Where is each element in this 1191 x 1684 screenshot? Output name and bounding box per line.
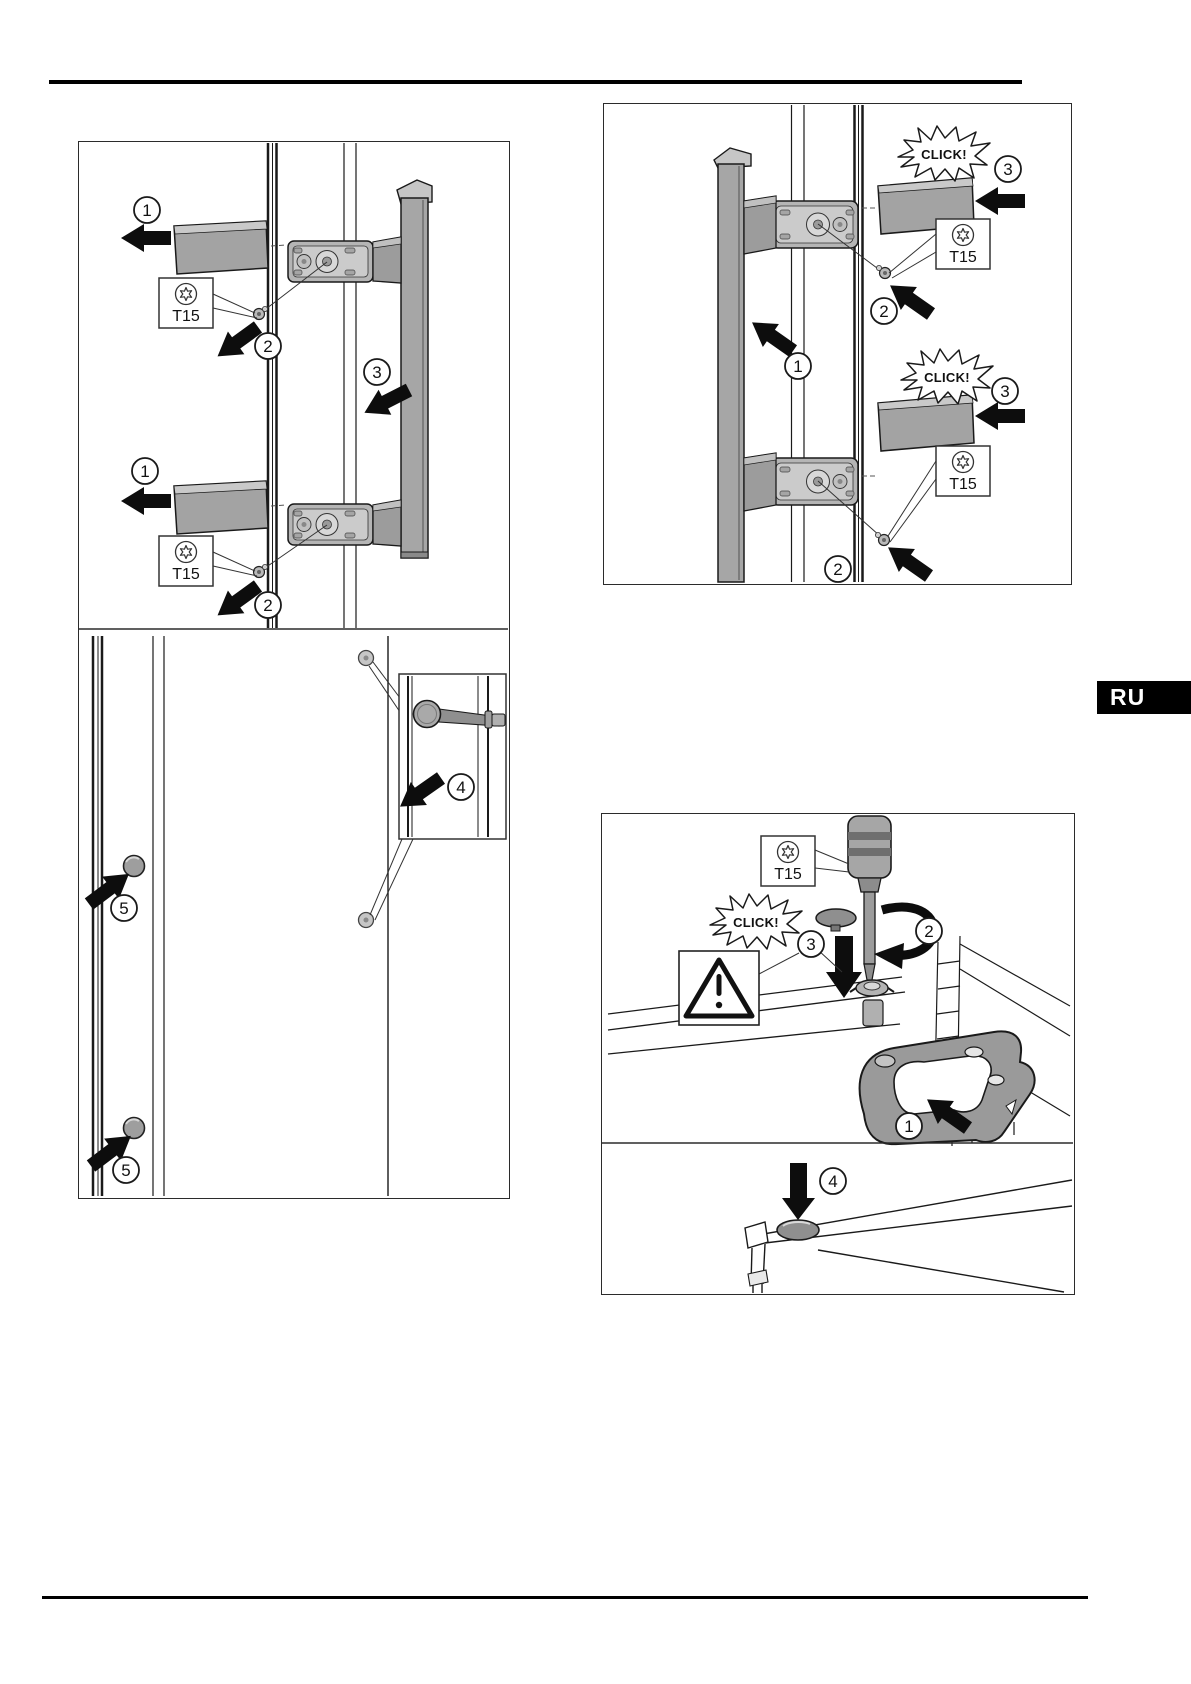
warning-leader-lines xyxy=(759,950,842,974)
warning-exclamation-bar xyxy=(717,974,722,996)
step-badge-2-lower xyxy=(825,556,851,582)
arrow-step3-upper xyxy=(975,187,1025,215)
handle-mount-plate-upper xyxy=(288,241,373,282)
detail-inset xyxy=(392,674,506,839)
step-badge-1 xyxy=(785,353,811,379)
language-tab-ru xyxy=(1097,681,1191,714)
hinge-bracket xyxy=(860,1031,1035,1144)
click-burst-upper xyxy=(898,126,990,181)
handle-mount-plate-lower xyxy=(771,458,876,505)
click-text: CLICK! xyxy=(733,915,779,930)
t15-label-lower xyxy=(936,446,990,496)
step-badge-3 xyxy=(364,359,390,385)
svg-text:4: 4 xyxy=(828,1172,838,1191)
handle-cover-plate-lower xyxy=(878,395,974,451)
hinge-cover-cap xyxy=(816,909,856,931)
arrow-step1-upper xyxy=(121,224,171,252)
warning-exclamation-dot xyxy=(716,1002,722,1008)
figure-handle-attachment xyxy=(603,103,1072,585)
handle-removal-illustration xyxy=(79,142,508,1197)
svg-text:3: 3 xyxy=(1000,382,1010,401)
svg-text:2: 2 xyxy=(879,302,889,321)
t15-label xyxy=(761,836,815,886)
door-handle xyxy=(714,148,776,582)
screw-hole-lower xyxy=(359,913,374,928)
svg-text:5: 5 xyxy=(119,899,129,918)
t15-text: T15 xyxy=(949,249,977,266)
language-tab-label: RU xyxy=(1110,684,1146,710)
t15-text: T15 xyxy=(172,308,200,325)
click-text: CLICK! xyxy=(924,370,970,385)
t15-label-upper xyxy=(936,219,990,269)
step-badge-3 xyxy=(798,931,824,957)
t15-label-upper xyxy=(159,278,213,328)
figure-handle-removal xyxy=(78,141,510,1199)
t15-text: T15 xyxy=(949,476,977,493)
click-burst-lower xyxy=(901,349,993,404)
handle-mount-plate-lower xyxy=(288,504,373,545)
svg-text:1: 1 xyxy=(140,462,150,481)
door-edge-lines-lower xyxy=(93,636,388,1196)
svg-text:2: 2 xyxy=(833,560,843,579)
torx-screw-upper xyxy=(876,265,890,278)
step-badge-2-upper xyxy=(871,298,897,324)
step-badge-1-upper xyxy=(134,197,160,223)
step-badge-3-lower xyxy=(992,378,1018,404)
step-badge-2-lower xyxy=(255,592,281,618)
step-badge-1-lower xyxy=(132,458,158,484)
svg-text:3: 3 xyxy=(372,363,382,382)
screw-hole-upper xyxy=(359,651,374,666)
plug-upper xyxy=(124,856,145,877)
step-badge-2 xyxy=(916,918,942,944)
step-badge-4 xyxy=(448,774,474,800)
t15-text: T15 xyxy=(172,566,200,583)
svg-text:2: 2 xyxy=(924,922,934,941)
click-text: CLICK! xyxy=(921,147,967,162)
step-badge-5-lower xyxy=(113,1157,139,1183)
svg-text:2: 2 xyxy=(263,337,273,356)
door-edge-lines xyxy=(268,143,356,628)
step-badge-3-upper xyxy=(995,156,1021,182)
handle-attachment-illustration xyxy=(604,104,1070,583)
step-badge-2-upper xyxy=(255,333,281,359)
handle-mount-plate-upper xyxy=(771,201,876,248)
svg-text:5: 5 xyxy=(121,1161,131,1180)
click-burst xyxy=(710,894,802,949)
torx-screw-lower xyxy=(875,532,889,545)
hinge-assembly-illustration xyxy=(602,814,1073,1293)
svg-text:1: 1 xyxy=(904,1117,914,1136)
arrow-step1-lower xyxy=(121,487,171,515)
hinge-pin-housing xyxy=(863,1000,883,1026)
figure-hinge-assembly xyxy=(601,813,1075,1295)
svg-text:3: 3 xyxy=(806,935,816,954)
svg-text:3: 3 xyxy=(1003,160,1013,179)
step-badge-1 xyxy=(896,1113,922,1139)
svg-text:4: 4 xyxy=(456,778,466,797)
header-rule xyxy=(49,80,1022,84)
arrow-step3-lower xyxy=(975,402,1025,430)
svg-text:1: 1 xyxy=(793,357,803,376)
warning-sign xyxy=(679,951,759,1025)
step-badge-5-upper xyxy=(111,895,137,921)
t15-text: T15 xyxy=(774,866,802,883)
t15-leader-lines xyxy=(815,850,849,872)
plug-lower xyxy=(124,1118,145,1139)
press-cap-arrow xyxy=(782,1163,815,1220)
footer-rule xyxy=(42,1596,1088,1599)
t15-label-lower xyxy=(159,536,213,586)
step-badge-4 xyxy=(820,1168,846,1194)
svg-text:1: 1 xyxy=(142,201,152,220)
svg-text:2: 2 xyxy=(263,596,273,615)
